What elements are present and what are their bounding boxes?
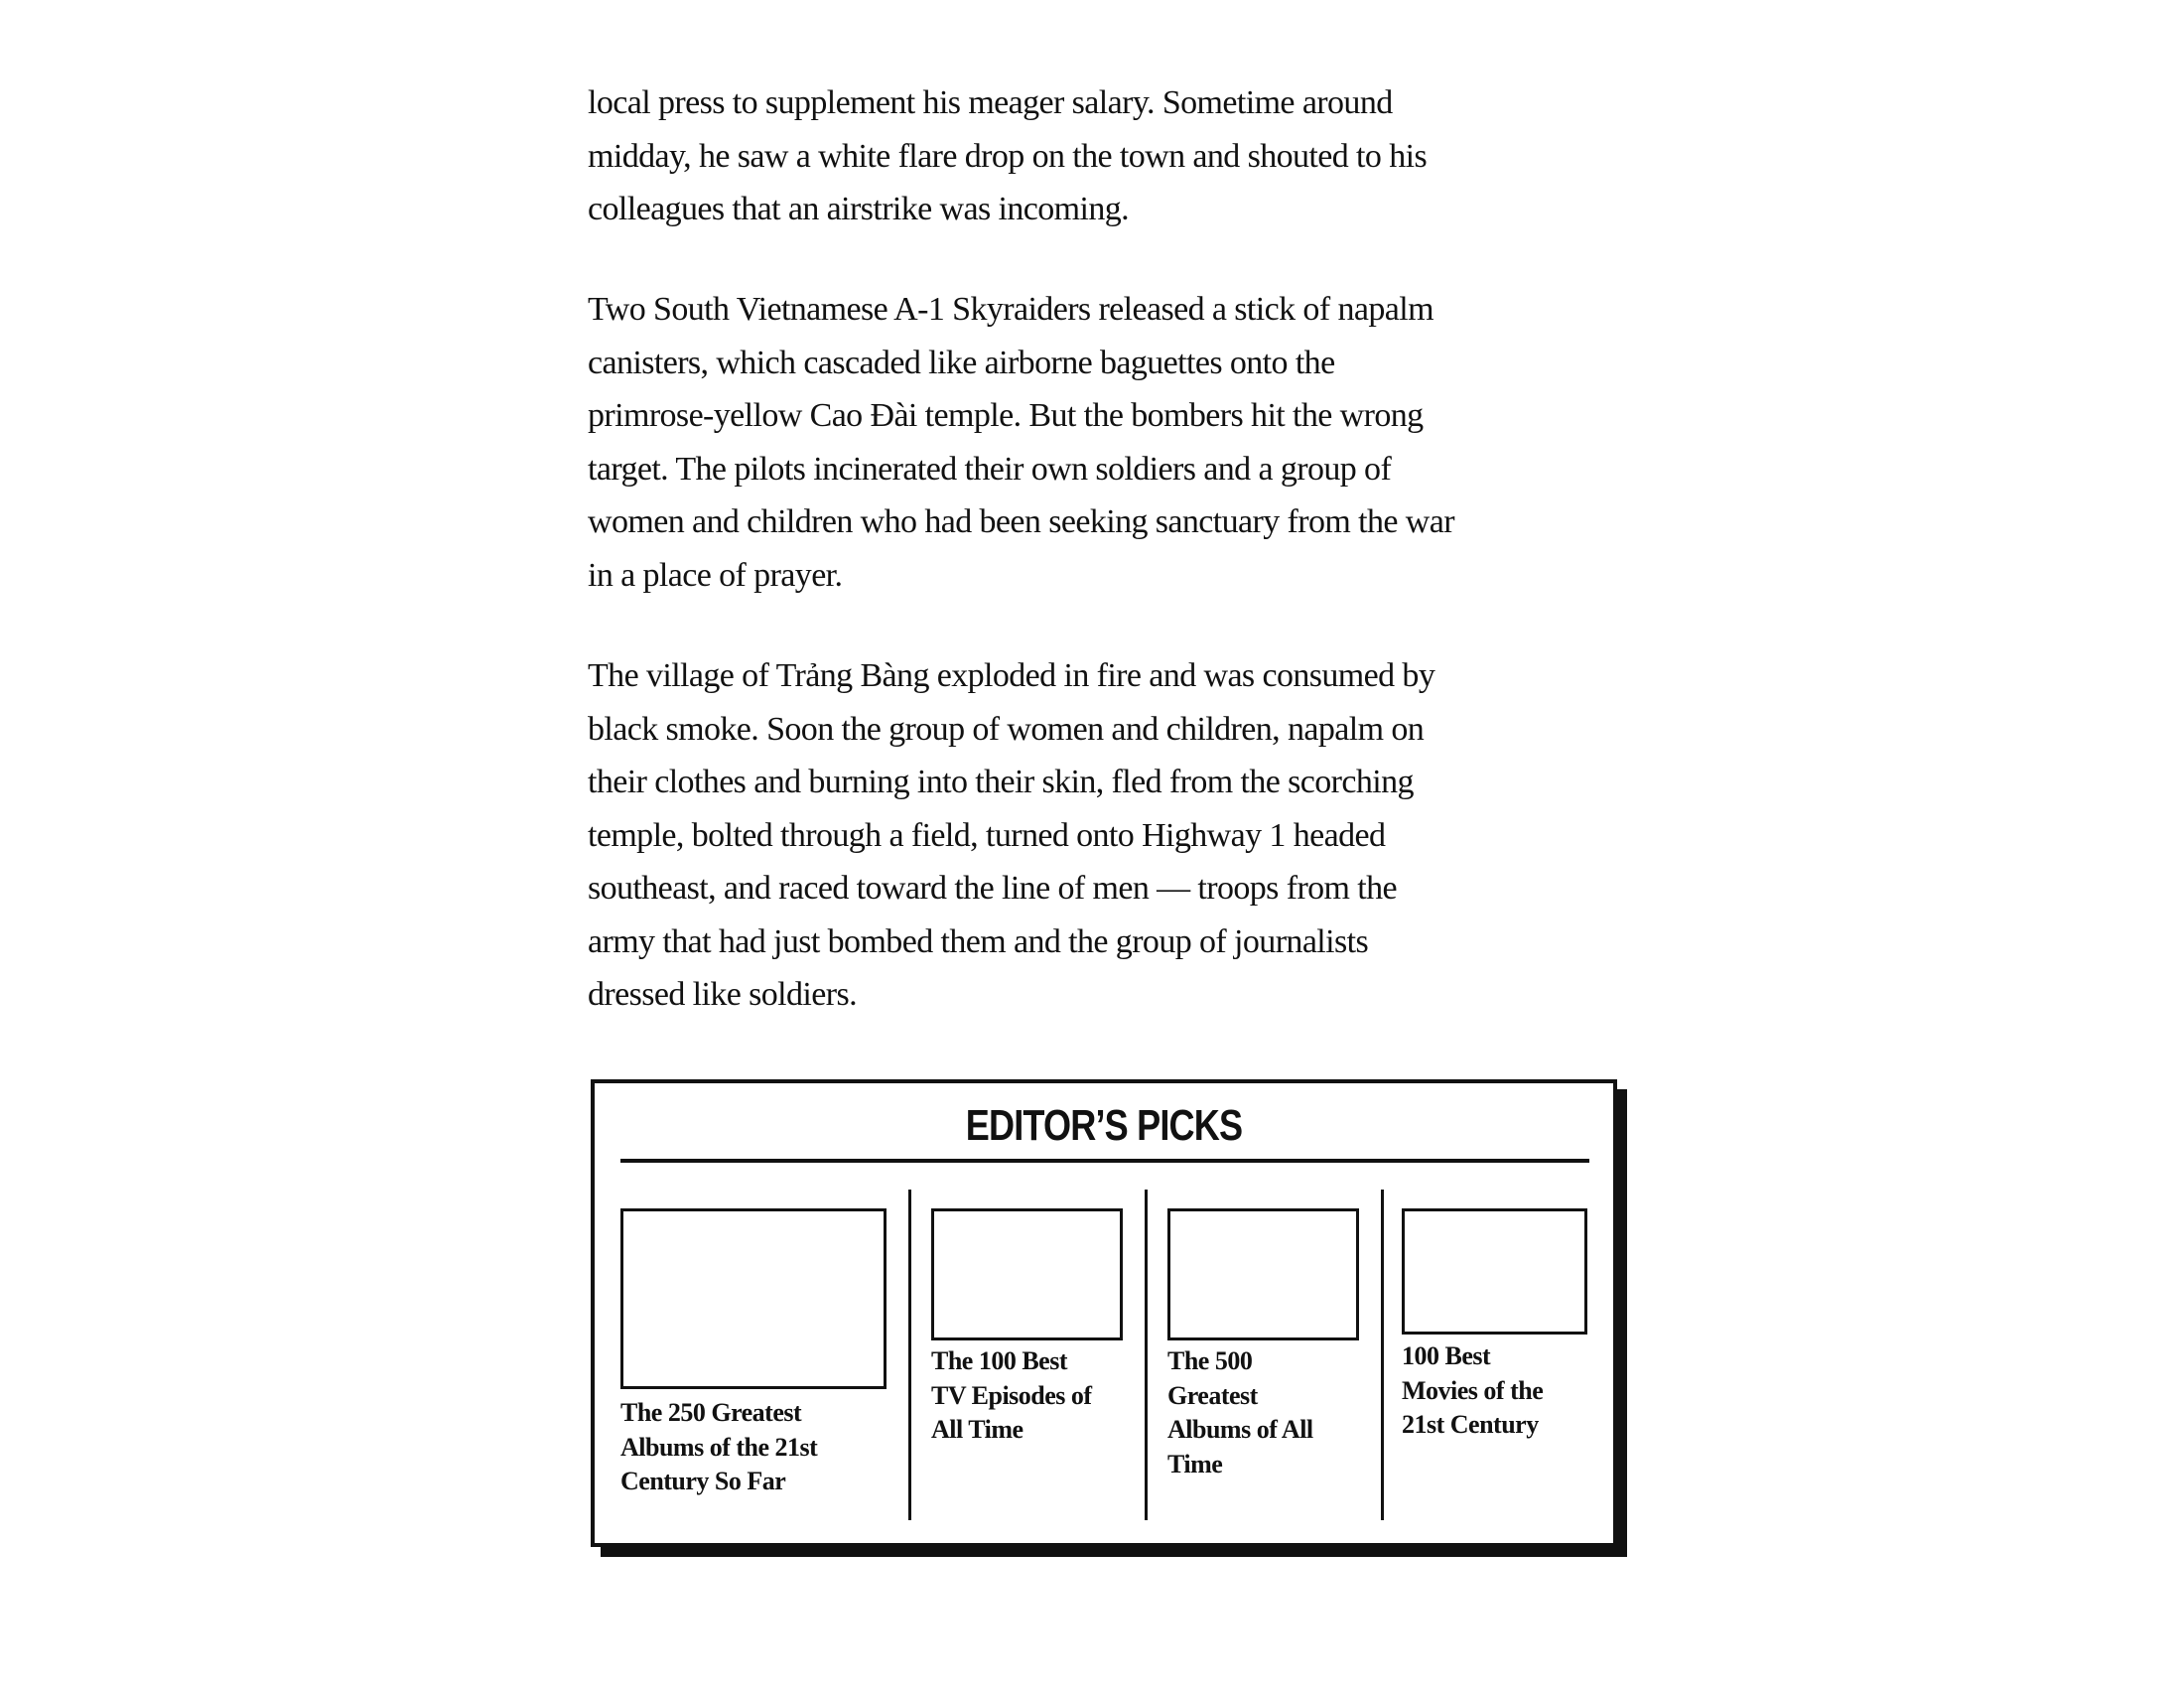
column-divider <box>1145 1190 1148 1520</box>
column-divider <box>908 1190 911 1520</box>
text-line: The village of Trảng Bàng exploded in fire and was consumed by <box>588 657 1435 694</box>
article-paragraph <box>588 283 1640 602</box>
editors-picks-title: EDITOR’S PICKS <box>965 1101 1243 1150</box>
text-line: temple, bolted through a field, turned onto Highway 1 headed <box>588 816 1386 854</box>
caption-line: Albums of All <box>1167 1415 1313 1444</box>
caption-line: 100 Best <box>1402 1341 1491 1370</box>
pick-caption[interactable] <box>1402 1339 1543 1443</box>
pick-thumbnail[interactable] <box>1167 1208 1359 1340</box>
text-line: army that had just bombed them and the group of journalists <box>588 922 1369 960</box>
pick-thumbnail[interactable] <box>620 1208 887 1389</box>
title-rule <box>620 1159 1589 1163</box>
caption-line: The 100 Best <box>931 1346 1067 1375</box>
caption-line: Time <box>1167 1449 1223 1478</box>
text-line: primrose-yellow Cao Đài temple. But the bombers hit the wrong <box>588 397 1424 434</box>
text-line: canisters, which cascaded like airborne baguettes onto the <box>588 344 1335 381</box>
text-line: colleagues that an airstrike was incoming. <box>588 191 1130 227</box>
text-line: southeast, and raced toward the line of men — troops from the <box>588 870 1398 907</box>
text-line: local press to supplement his meager salary. Sometime around <box>588 84 1393 121</box>
column-divider <box>1381 1190 1384 1520</box>
caption-line: The 250 Greatest <box>620 1398 802 1427</box>
caption-line: The 500 <box>1167 1346 1253 1375</box>
text-line: their clothes and burning into their skin, fled from the scorching <box>588 764 1414 800</box>
caption-line: Century So Far <box>620 1467 786 1495</box>
caption-line: Movies of the <box>1402 1375 1544 1405</box>
text-line: Two South Vietnamese A-1 Skyraiders released a stick of napalm <box>588 291 1433 328</box>
text-line: black smoke. Soon the group of women and children, napalm on <box>588 710 1425 748</box>
pick-caption[interactable] <box>1167 1344 1313 1481</box>
caption-line: All Time <box>931 1415 1024 1444</box>
text-line: midday, he saw a white flare drop on the town and shouted to his <box>588 137 1428 175</box>
article-paragraph <box>588 76 1640 236</box>
text-line: target. The pilots incinerated their own soldiers and a group of <box>588 450 1392 488</box>
pick-thumbnail[interactable] <box>931 1208 1123 1340</box>
editors-picks-box <box>591 1079 1617 1547</box>
article-paragraph <box>588 649 1640 1022</box>
caption-line: Albums of the 21st <box>620 1432 818 1462</box>
pick-caption[interactable] <box>931 1344 1092 1448</box>
text-line: dressed like soldiers. <box>588 976 858 1013</box>
caption-line: TV Episodes of <box>931 1380 1092 1410</box>
pick-caption[interactable] <box>620 1396 817 1499</box>
text-line: women and children who had been seeking sanctuary from the war <box>588 503 1454 540</box>
pick-thumbnail[interactable] <box>1402 1208 1587 1335</box>
caption-line: 21st Century <box>1402 1410 1539 1439</box>
caption-line: Greatest <box>1167 1380 1258 1410</box>
text-line: in a place of prayer. <box>588 556 843 594</box>
